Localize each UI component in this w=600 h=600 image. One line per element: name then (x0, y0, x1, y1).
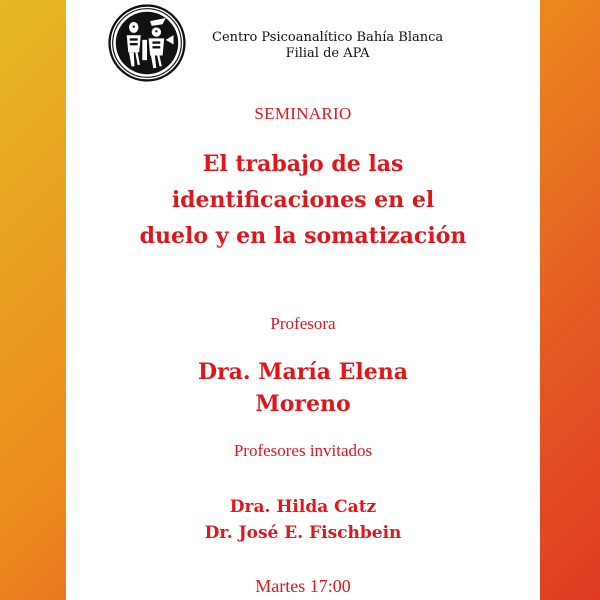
professor-name-line-1: Dra. María Elena (197, 359, 409, 385)
schedule-text: Martes 17:00 (255, 576, 351, 596)
title-line-3: duelo y en la somatización (139, 223, 467, 249)
seminar-label: SEMINARIO (254, 104, 352, 123)
org-line-2: Filial de APA (285, 46, 370, 61)
org-line-1: Centro Psicoanalítico Bahía Blanca (212, 30, 444, 45)
professor-name (66, 356, 540, 420)
guest-name-1: Dra. Hilda Catz (229, 497, 377, 517)
guest-professors-label: Profesores invitados (233, 441, 373, 460)
guest-name-2: Dr. José E. Fischbein (204, 523, 402, 543)
organization-name (212, 30, 443, 62)
guest-professors-list (66, 494, 540, 546)
flyer-page (66, 0, 540, 600)
title-line-2: identificaciones en el (171, 187, 435, 213)
professor-name-line-2: Moreno (255, 391, 351, 417)
title-line-1: El trabajo de las (202, 151, 404, 177)
medallion-seal-icon (108, 4, 186, 82)
professor-label: Profesora (270, 314, 336, 333)
seminar-title (66, 146, 540, 254)
